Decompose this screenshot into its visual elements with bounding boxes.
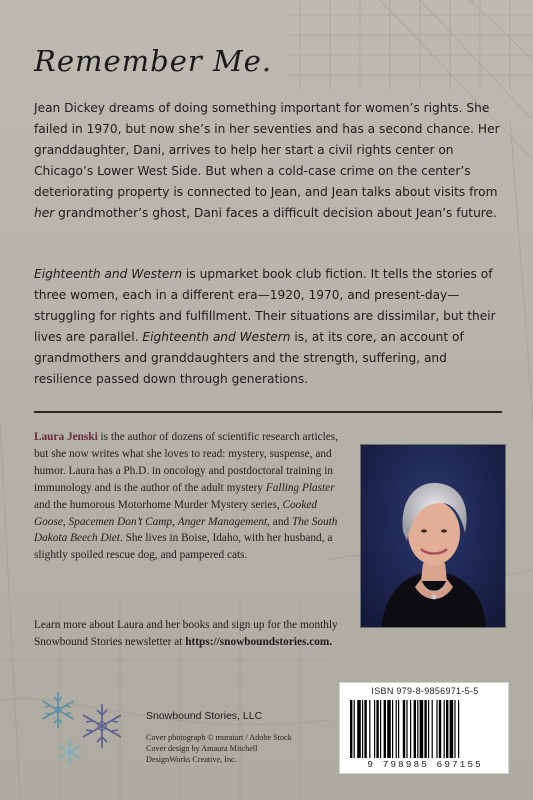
barcode-bar xyxy=(369,700,370,758)
barcode-bar xyxy=(424,700,426,758)
barcode-bar xyxy=(436,700,437,758)
barcode-bar xyxy=(428,700,429,758)
barcode-bar xyxy=(362,700,363,758)
barcode-bar xyxy=(398,700,399,758)
design-credit-line-2: DesignWorks Creative, Inc. xyxy=(146,755,237,764)
barcode-bar xyxy=(406,700,407,758)
barcode-bar xyxy=(376,700,378,758)
barcode-bar xyxy=(354,700,355,758)
barcode-bar xyxy=(410,700,411,758)
barcode-bar xyxy=(414,700,416,758)
barcode-bar xyxy=(387,700,391,758)
snowflake-decoration xyxy=(36,686,132,770)
handwritten-title: Remember Me. xyxy=(34,44,273,78)
publisher-name: Snowbound Stories, LLC xyxy=(146,710,263,722)
barcode-bar xyxy=(417,700,418,758)
barcode-bar xyxy=(420,700,424,758)
barcode-bar xyxy=(380,700,381,758)
blurb-paragraph-1: Jean Dickey dreams of doing something important for women’s rights. She failed in 1970, but now she’s in her seventies and has a second chance. Her granddaughter, Dani, arrives to help her start a civil rights center on Chicago’s Lower West Side. But when a cold-case crime on the center’s deteriorating property is connected to Jean, and Jean talks about visits from her grandmother’s ghost, Dani faces a difficult decision about Jean’s future. xyxy=(34,101,500,220)
barcode-bar xyxy=(364,700,366,758)
photo-credit: Cover photograph © muratart / Adobe Stock xyxy=(146,733,292,742)
author-photo xyxy=(360,444,506,628)
barcode-bar xyxy=(396,700,397,758)
author-portrait-illustration xyxy=(361,445,506,628)
barcode-bar xyxy=(357,700,361,758)
author-name: Laura Jenski xyxy=(34,431,98,443)
website-link[interactable]: https://snowboundstories.com. xyxy=(185,635,333,648)
barcode-bar xyxy=(432,700,433,758)
ean-digits: 9 798985 697155 xyxy=(367,759,483,770)
barcode-bar xyxy=(446,700,448,758)
learn-more-text: Learn more about Laura and her books and sign up for the monthly Snowbound Stories newsletter at https://snowboundstories.com. xyxy=(34,619,338,648)
barcode-bar xyxy=(403,700,405,758)
isbn-barcode xyxy=(339,682,509,774)
snowflake-icon xyxy=(42,692,73,728)
barcode-bar xyxy=(458,700,459,758)
cover-credits xyxy=(146,732,326,765)
isbn-number: ISBN 979-8-9856971-5-5 xyxy=(371,686,479,696)
barcode-bar xyxy=(374,700,375,758)
barcode-bar xyxy=(384,700,386,758)
barcode-bar xyxy=(392,700,393,758)
barcode-bar xyxy=(439,700,441,758)
barcode-bar xyxy=(450,700,454,758)
barcode-bar xyxy=(454,700,455,758)
snowflake-icon xyxy=(83,704,121,748)
blurb-paragraph-2: Eighteenth and Western is upmarket book club fiction. It tells the stories of three women, each in a different era—1920, 1970, and present-day—struggling for rights and fulfillment. Their situations are dissimilar, but their lives are parallel. Eighteenth and Western is, at its core, an account of grandmothers and granddaughters and the strength, suffering, and resilience passed down through generations. xyxy=(34,267,496,386)
barcode-bar xyxy=(350,700,352,758)
barcode-bar xyxy=(444,700,445,758)
barcode-bars xyxy=(350,700,500,758)
design-credit-line-1: Cover design by Amaura Mitchell xyxy=(146,744,258,753)
author-bio: Laura Jenski is the author of dozens of scientific research articles, but she now writes what she loves to read: mystery, suspense, and humor. Laura has a Ph.D. in oncology and postdoctoral training in immunology and is the author of the adult mystery Falling Plaster and the humorous Motorhome Murder Mystery series, Cooked Goose, Spacemen Don’t Camp, Anger Management, and The South Dakota Beech Diet. She lives in Boise, Idaho, with her husband, a slightly spoiled rescue dog, and pampered cats. xyxy=(34,431,338,562)
section-divider xyxy=(34,411,502,413)
snowflake-icon xyxy=(59,739,82,765)
